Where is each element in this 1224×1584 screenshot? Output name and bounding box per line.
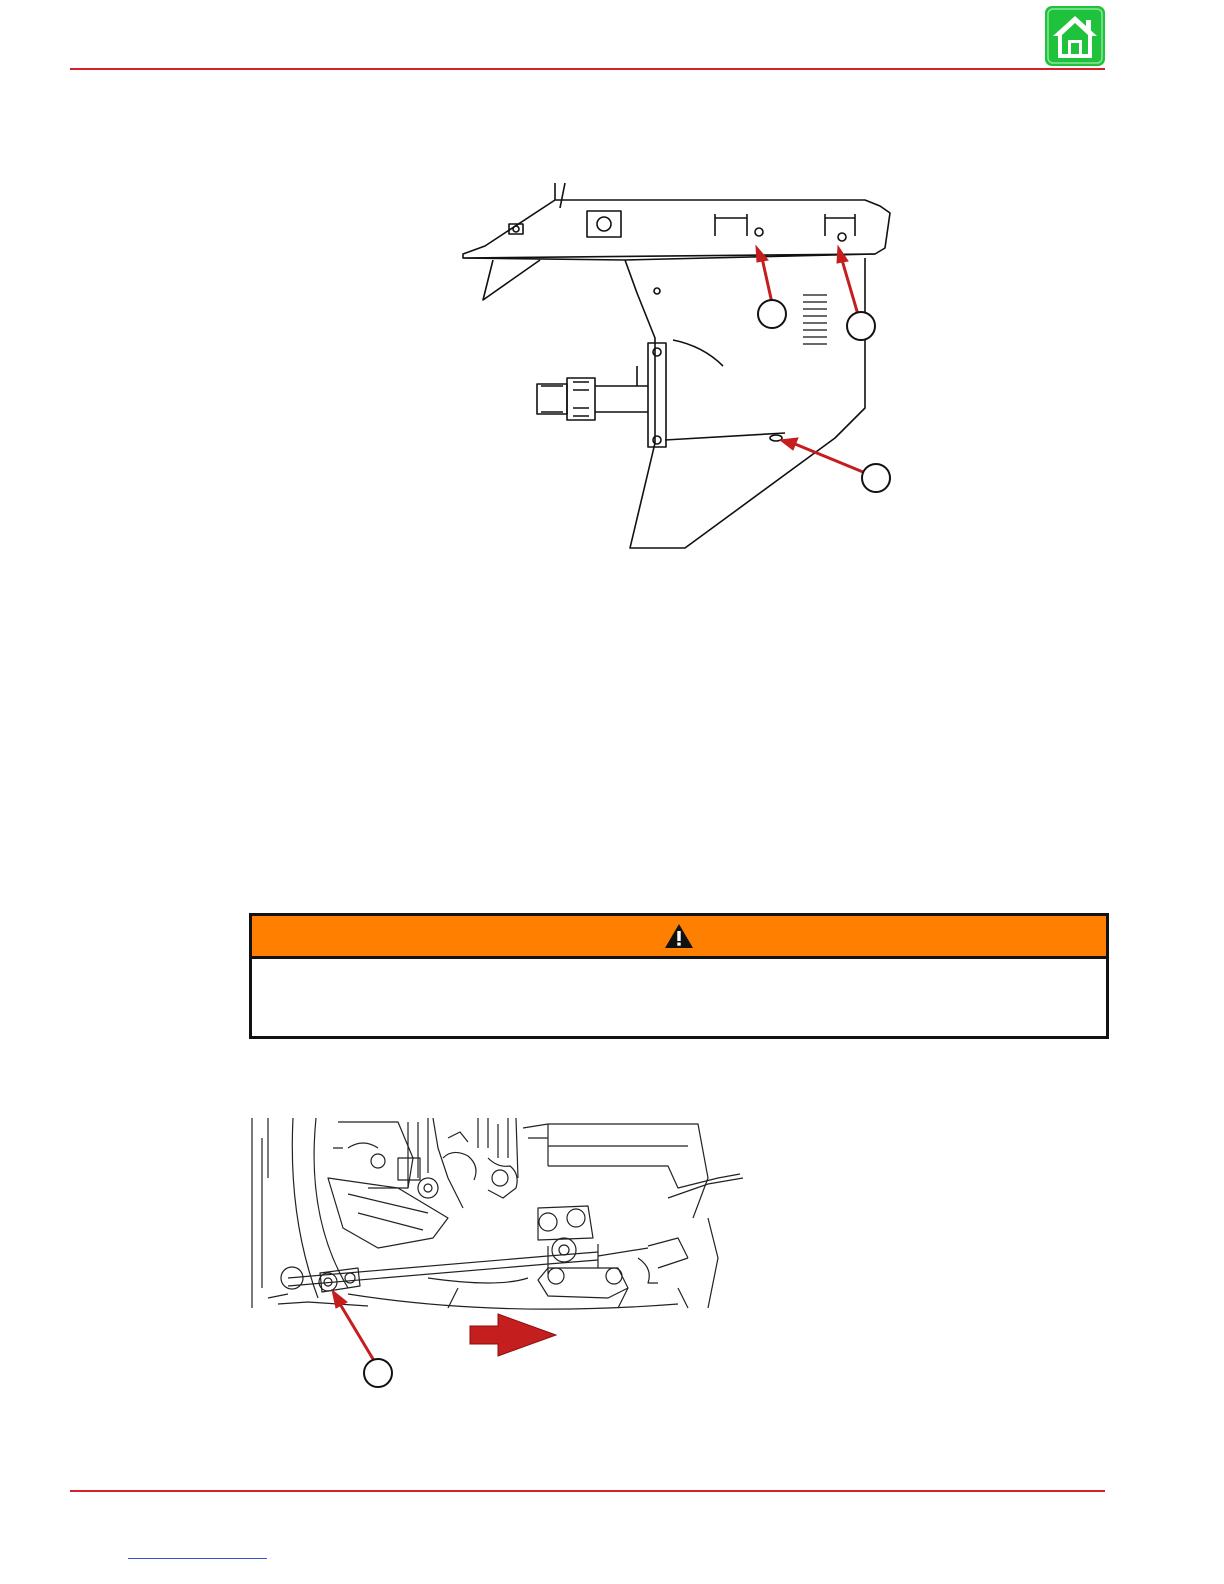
figure-gearcase: [455, 178, 905, 558]
callout-arrow: [332, 1290, 376, 1364]
linkage-drawing: [252, 1118, 743, 1309]
figure-shift-linkage: [248, 1118, 748, 1390]
header-rule: [70, 68, 1105, 70]
warning-body: [252, 959, 1106, 1036]
direction-arrow: [470, 1314, 556, 1356]
home-icon: [1045, 6, 1105, 66]
footer-rule: [70, 1490, 1105, 1492]
home-button[interactable]: [1045, 6, 1105, 66]
callout-circles: [758, 300, 890, 492]
warning-box: [249, 913, 1109, 1039]
warning-header: [252, 916, 1106, 959]
callout-circle: [364, 1359, 392, 1387]
footer-link[interactable]: [128, 1558, 267, 1559]
gearcase-drawing: [463, 183, 890, 548]
warning-triangle-icon: [664, 923, 694, 949]
callout-arrows: [756, 246, 863, 472]
